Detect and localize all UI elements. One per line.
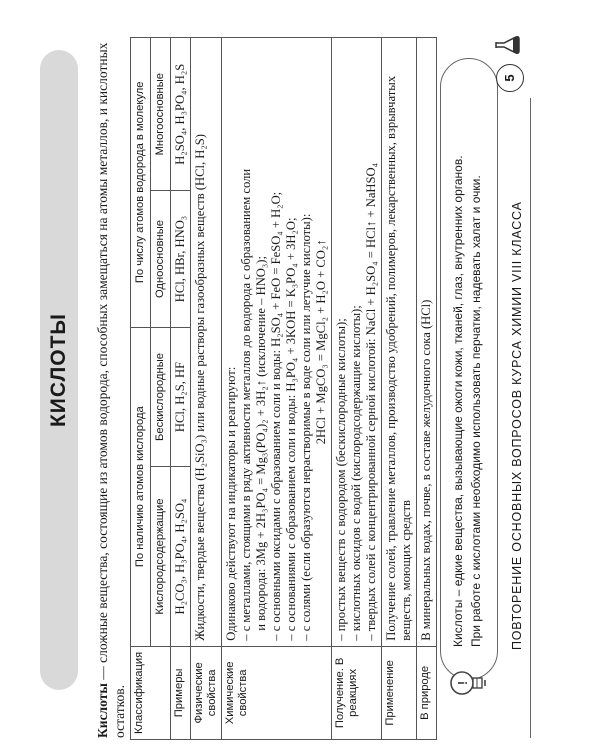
physical-text: Жидкости, твердые вещества (H₂SiO₃) или водные растворы газообразных веществ (HCl, H₂S)	[191, 38, 222, 647]
polybasic-header: Многоосновные	[151, 38, 171, 191]
definition	[94, 38, 128, 738]
lightbulb-icon	[449, 669, 489, 697]
chemical-line: – с основаниями с образованием соли и воды: H₃PO₄ + 3KOH = K₃PO₄ + 3H₂O;	[284, 217, 298, 641]
definition-term: Кислоты	[95, 683, 110, 738]
page-title: КИСЛОТЫ	[47, 313, 70, 428]
production-label: Получение. В реакциях	[332, 646, 382, 739]
chemical-line: – с металлами, стоящими в ряду активности металлов до водорода с образованием соли	[239, 168, 253, 641]
classification-label: Классификация	[131, 646, 171, 739]
oxygen-free-header: Бескислородные	[151, 327, 171, 467]
chemical-line: – с основными оксидами с образованием соли и воды: H₂SO₄ + FeO = FeSO₄ + H₂O;	[269, 191, 283, 641]
examples-label: Примеры	[171, 646, 191, 739]
physical-label: Физические свойства	[191, 646, 222, 739]
by-hydrogen-header: По числу атомов водорода в молекуле	[131, 38, 151, 328]
page-number: 5	[496, 64, 524, 92]
safety-warning	[440, 58, 498, 686]
production-line: – кислотных оксидов с водой (кислородсодержащие кислоты);	[349, 305, 363, 641]
by-oxygen-header: По наличию атомов кислорода	[131, 327, 151, 646]
application-text: Получение солей, травление металлов, производство удобрений, полимеров, лекарственных, взрывчатых веществ, моющих средств	[382, 38, 417, 647]
flask-icon	[494, 34, 520, 56]
production-line: – простых веществ с водородом (бескислородные кислоты);	[334, 318, 348, 641]
footer-divider	[530, 98, 531, 738]
svg-text:!: !	[455, 680, 470, 686]
warning-line-2: При работе с кислотами необходимо использовать перчатки, надевать халат и очки.	[469, 175, 483, 647]
warning-line-1: Кислоты – едкие вещества, вызывающие ожоги кожи, тканей, глаз, внутренних органов.	[451, 155, 465, 647]
chemical-line: и водорода: 3Mg + 2H₃PO₄ = Mg₃(PO₄)₂ + 3H₂↑ (исключение – HNO₃);	[254, 256, 268, 631]
title-banner	[40, 50, 78, 690]
monobasic-header: Одноосновные	[151, 191, 171, 327]
examples-monobasic: HCl, HBr, HNO₃	[171, 191, 191, 327]
chemical-line: – с солями (если образуются нерастворимые в воде соли или летучие кислоты):	[299, 213, 313, 641]
application-label: Применение	[382, 646, 417, 739]
chemical-properties	[222, 38, 332, 647]
footer-course-title: ПОВТОРЕНИЕ ОСНОВНЫХ ВОПРОСОВ КУРСА ХИМИИ VIII КЛАССА	[510, 201, 524, 650]
nature-label: В природе	[417, 646, 437, 739]
production-line: – твердых солей с концентрированной серной кислотой: NaCl + H₂SO₄ = HCl↑ + NaHSO₄	[364, 163, 378, 641]
oxygen-containing-header: Кислородсодержащие	[151, 467, 171, 646]
chemical-formula: 2HCl + MgCO₃ = MgCl₂ + H₂O + CO₂↑	[314, 239, 328, 445]
chemical-line: Одинаково действуют на индикаторы и реагируют:	[224, 366, 238, 641]
nature-text: В минеральных водах, почве, в составе желудочного сока (HCl)	[417, 38, 437, 647]
chemical-label: Химические свойства	[222, 646, 332, 739]
acids-table	[130, 37, 437, 740]
definition-text: — сложные вещества, состоящие из атомов водорода, способных замещаться на атомы металлов, и кислотных остатков.	[95, 42, 127, 738]
examples-oxygen-free: HCl, H₂S, HF	[171, 327, 191, 467]
examples-polybasic: H₂SO₄, H₃PO₄, H₂S	[171, 38, 191, 191]
examples-oxygen-containing: H₂CO₃, H₃PO₄, H₂SO₄	[171, 467, 191, 646]
production-text	[332, 38, 382, 647]
